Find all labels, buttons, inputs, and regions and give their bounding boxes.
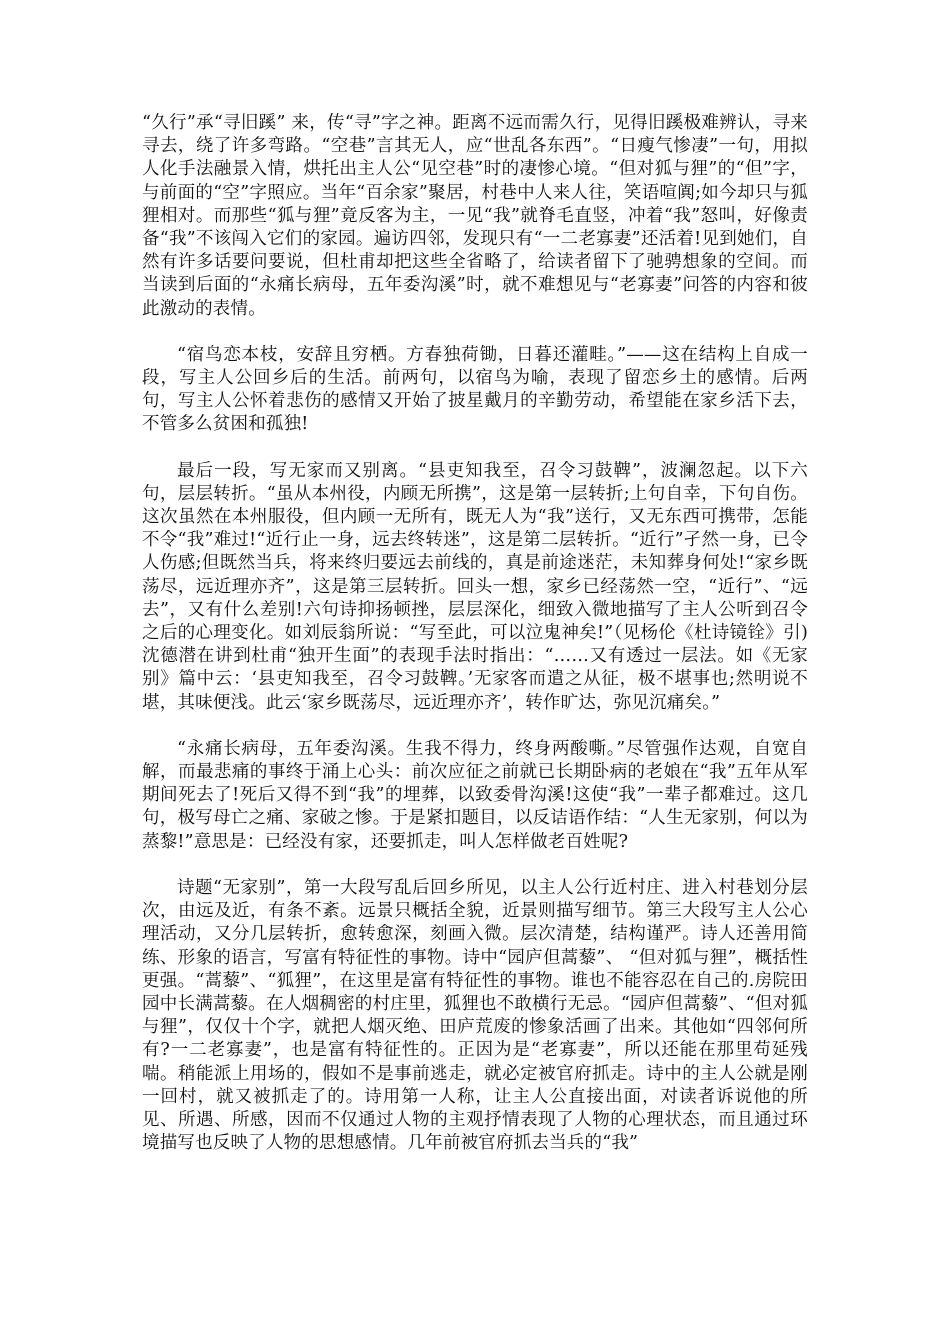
paragraph-5: 诗题“无家别”，第一大段写乱后回乡所见，以主人公行近村庄、进入村巷划分层次，由远及近，有条不紊。远景只概括全貌，近景则描写细节。第三大段写主人公心理活动，又分几层转折，愈转愈深，刻画入微。层次清楚，结构谨严。诗人还善用简练、形象的语言，写富有特征性的事物。诗中“园庐但蒿藜”、 “但对狐与狸”，概括性更强。“蒿藜”、“狐狸”，在这里是富有特征性的事物。谁也不能容忍在自己的.房院田园中长满蒿藜。在人烟稠密的村庄里，狐狸也不敢横行无忌。“园庐但蒿藜”、“但对狐与狸”，仅仅十个字，就把人烟灭绝、田庐荒废的惨象活画了出来。其他如“四邻何所有?一二老寡妻”，也是富有特征性的。正因为是“老寡妻”，所以还能在那里苟延残喘。稍能派上用场的，假如不是事前逃走，就必定被官府抓走。诗中的主人公就是刚一回村，就又被抓走了的。诗用第一人称，让主人公直接出面，对读者诉说他的所见、所遇、所感，因而不仅通过人物的主观抒情表现了人物的心理状态，而且通过环境描写也反映了人物的思想感情。几年前被官府抓去当兵的“我”	[142, 877, 808, 1154]
document-page	[142, 112, 808, 1178]
paragraph-1: “久行”承“寻旧蹊” 来，传“寻”字之神。距离不远而需久行，见得旧蹊极难辨认，寻来寻去，绕了许多弯路。“空巷”言其无人，应“世乱各东西”。“日瘦气惨凄”一句，用拟人化手法融景入情，烘托出主人公“见空巷”时的凄惨心境。“但对狐与狸”的“但”字，与前面的“空”字照应。当年“百余家”聚居，村巷中人来人往，笑语喧阗;如今却只与狐狸相对。而那些“狐与狸”竟反客为主，一见“我”就脊毛直竖，冲着“我”怒叫，好像责备“我”不该闯入它们的家园。遍访四邻，发现只有“一二老寡妻”还活着!见到她们，自然有许多话要问要说，但杜甫却把这些全省略了，给读者留下了驰骋想象的空间。而当读到后面的“永痛长病母，五年委沟溪”时，就不难想见与“老寡妻”问答的内容和彼此激动的表情。	[142, 113, 808, 319]
paragraph-4: “永痛长病母，五年委沟溪。生我不得力，终身两酸嘶。”尽管强作达观，自宽自解，而最悲痛的事终于涌上心头：前次应征之前就已长期卧病的老娘在“我”五年从军期间死去了!死后又得不到“我”的埋葬，以致委骨沟溪!这使“我”一辈子都难过。这几句，极写母亡之痛、家破之惨。于是紧扣题目，以反诘语作结：“人生无家别，何以为蒸黎!”意思是：已经没有家，还要抓走，叫人怎样做老百姓呢?	[142, 738, 808, 852]
paragraph-2: “宿鸟恋本枝，安辞且穷栖。方春独荷锄，日暮还灌畦。”——这在结构上自成一段，写主人公回乡后的生活。前两句，以宿鸟为喻，表现了留恋乡土的感情。后两句，写主人公怀着悲伤的感情又开始了披星戴月的辛勤劳动，希望能在家乡活下去，不管多么贫困和孤独!	[142, 344, 808, 435]
paragraph-3: 最后一段，写无家而又别离。“县吏知我至，召令习鼓鞞”，波澜忽起。以下六句，层层转折。“虽从本州役，内顾无所携”，这是第一层转折;上句自幸，下句自伤。这次虽然在本州服役，但内顾一无所有，既无人为“我”送行，又无东西可携带，怎能不令“我”难过!“近行止一身，远去终转迷”，这是第二层转折。“近行”孑然一身，已令人伤感;但既然当兵，将来终归要远去前线的，真是前途迷茫，未知葬身何处!“家乡既荡尽，远近理亦齐”，这是第三层转折。回头一想，家乡已经荡然一空，“近行”、“远去”，又有什么差别!六句诗抑扬顿挫，层层深化，细致入微地描写了主人公听到召令之后的心理变化。如刘辰翁所说：“写至此，可以泣鬼神矣!”（见杨伦《杜诗镜铨》引)沈德潜在讲到杜甫“独开生面”的表现手法时指出：“……又有透过一层法。如《无家别》篇中云：‘县吏知我至，召令习鼓鞞。’无家客而遣之从征，极不堪事也;然明说不堪，其味便浅。此云‘家乡既荡尽，远近理亦齐’，转作旷达，弥见沉痛矣。”	[142, 460, 808, 713]
